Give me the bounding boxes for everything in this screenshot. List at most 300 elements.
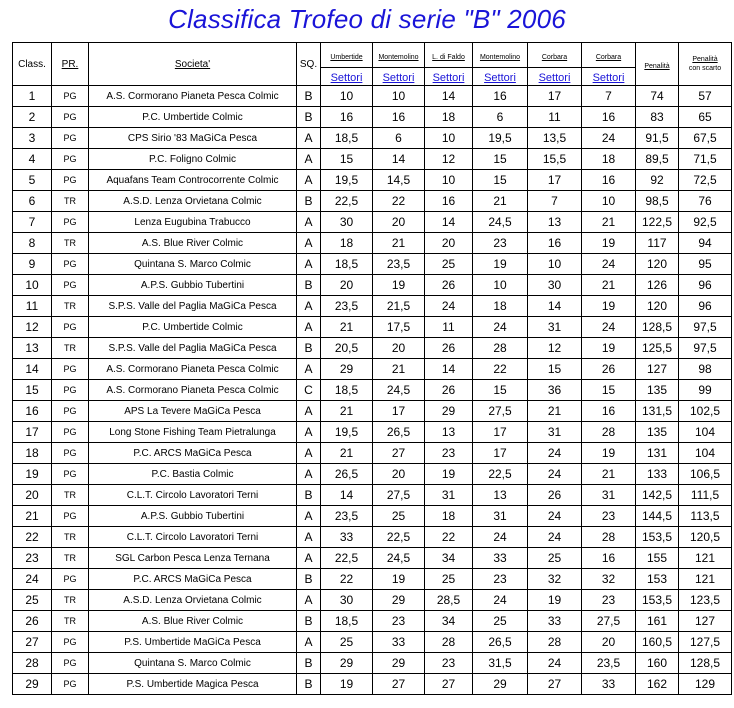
settore-3-cell: 26 — [425, 275, 473, 296]
rank-cell: 3 — [13, 128, 52, 149]
societa-cell: A.S.D. Lenza Orvietana Colmic — [89, 191, 297, 212]
settore-5-cell: 24 — [528, 653, 582, 674]
settore-5-cell: 21 — [528, 401, 582, 422]
rank-cell: 7 — [13, 212, 52, 233]
squadra-cell: A — [297, 296, 321, 317]
penalita-scarto-cell: 94 — [679, 233, 732, 254]
societa-cell: A.S. Blue River Colmic — [89, 233, 297, 254]
settore-2-cell: 20 — [373, 338, 425, 359]
province-cell: TR — [52, 611, 89, 632]
societa-cell: P.C. Umbertide Colmic — [89, 317, 297, 338]
settore-2-cell: 29 — [373, 653, 425, 674]
settore-2-cell: 23 — [373, 611, 425, 632]
province-cell: TR — [52, 191, 89, 212]
settore-3-cell: 16 — [425, 191, 473, 212]
table-row — [13, 464, 732, 485]
settore-1-cell: 18,5 — [321, 128, 373, 149]
settore-6-cell: 10 — [582, 191, 636, 212]
settore-6-cell: 23 — [582, 506, 636, 527]
settore-4-cell: 15 — [473, 149, 528, 170]
table-row — [13, 380, 732, 401]
settore-6-cell: 16 — [582, 107, 636, 128]
societa-cell: P.C. Umbertide Colmic — [89, 107, 297, 128]
squadra-cell: B — [297, 674, 321, 695]
societa-cell: P.S. Umbertide Magica Pesca — [89, 674, 297, 695]
settore-5-cell: 26 — [528, 485, 582, 506]
settori-link-6[interactable]: Settori — [582, 68, 636, 86]
settori-link-1[interactable]: Settori — [321, 68, 373, 86]
settore-2-cell: 29 — [373, 590, 425, 611]
settore-3-cell: 34 — [425, 548, 473, 569]
penalita-scarto-cell: 106,5 — [679, 464, 732, 485]
settore-4-cell: 16 — [473, 86, 528, 107]
squadra-cell: A — [297, 506, 321, 527]
rank-cell: 12 — [13, 317, 52, 338]
penalita-scarto-cell: 102,5 — [679, 401, 732, 422]
rank-cell: 24 — [13, 569, 52, 590]
settore-3-cell: 28,5 — [425, 590, 473, 611]
settore-2-cell: 23,5 — [373, 254, 425, 275]
settore-5-cell: 19 — [528, 590, 582, 611]
settore-6-cell: 21 — [582, 275, 636, 296]
settore-5-cell: 10 — [528, 254, 582, 275]
rank-cell: 14 — [13, 359, 52, 380]
settore-5-cell: 24 — [528, 506, 582, 527]
settore-4-cell: 18 — [473, 296, 528, 317]
header-penalita: Penalità — [636, 43, 679, 86]
settore-3-cell: 10 — [425, 170, 473, 191]
table-row — [13, 632, 732, 653]
province-cell: PG — [52, 422, 89, 443]
province-cell: PG — [52, 401, 89, 422]
settore-5-cell: 17 — [528, 170, 582, 191]
settore-6-cell: 16 — [582, 170, 636, 191]
societa-cell: C.L.T. Circolo Lavoratori Terni — [89, 527, 297, 548]
province-cell: TR — [52, 485, 89, 506]
rank-cell: 17 — [13, 422, 52, 443]
settore-5-cell: 11 — [528, 107, 582, 128]
settore-1-cell: 20 — [321, 275, 373, 296]
settore-1-cell: 16 — [321, 107, 373, 128]
settore-1-cell: 23,5 — [321, 506, 373, 527]
settore-4-cell: 17 — [473, 443, 528, 464]
table-row — [13, 611, 732, 632]
settori-link-5[interactable]: Settori — [528, 68, 582, 86]
squadra-cell: A — [297, 590, 321, 611]
settore-5-cell: 14 — [528, 296, 582, 317]
settore-2-cell: 21 — [373, 233, 425, 254]
rank-cell: 20 — [13, 485, 52, 506]
settore-2-cell: 19 — [373, 275, 425, 296]
settori-link-4[interactable]: Settori — [473, 68, 528, 86]
settore-1-cell: 22 — [321, 569, 373, 590]
rank-cell: 28 — [13, 653, 52, 674]
settore-4-cell: 13 — [473, 485, 528, 506]
settore-4-cell: 19,5 — [473, 128, 528, 149]
settore-6-cell: 33 — [582, 674, 636, 695]
settore-3-cell: 20 — [425, 233, 473, 254]
squadra-cell: B — [297, 338, 321, 359]
header-team-1: Umbertide — [321, 43, 373, 68]
settore-1-cell: 18,5 — [321, 611, 373, 632]
societa-cell: Quintana S. Marco Colmic — [89, 653, 297, 674]
settore-5-cell: 28 — [528, 632, 582, 653]
settore-3-cell: 11 — [425, 317, 473, 338]
settore-5-cell: 24 — [528, 527, 582, 548]
societa-cell: A.S. Cormorano Pianeta Pesca Colmic — [89, 380, 297, 401]
penalita-cell: 161 — [636, 611, 679, 632]
squadra-cell: B — [297, 86, 321, 107]
penalita-cell: 89,5 — [636, 149, 679, 170]
province-cell: TR — [52, 233, 89, 254]
squadra-cell: A — [297, 443, 321, 464]
settore-6-cell: 18 — [582, 149, 636, 170]
header-team-4: Montemolino — [473, 43, 528, 68]
settore-5-cell: 13,5 — [528, 128, 582, 149]
penalita-cell: 160,5 — [636, 632, 679, 653]
societa-cell: S.P.S. Valle del Paglia MaGiCa Pesca — [89, 338, 297, 359]
settore-2-cell: 24,5 — [373, 380, 425, 401]
settore-1-cell: 22,5 — [321, 191, 373, 212]
settore-5-cell: 17 — [528, 86, 582, 107]
penalita-scarto-cell: 120,5 — [679, 527, 732, 548]
settore-6-cell: 19 — [582, 443, 636, 464]
province-cell: PG — [52, 128, 89, 149]
settore-4-cell: 25 — [473, 611, 528, 632]
settore-5-cell: 16 — [528, 233, 582, 254]
penalita-scarto-cell: 72,5 — [679, 170, 732, 191]
table-row — [13, 212, 732, 233]
rank-cell: 6 — [13, 191, 52, 212]
settore-1-cell: 20,5 — [321, 338, 373, 359]
province-cell: PG — [52, 506, 89, 527]
settore-4-cell: 31,5 — [473, 653, 528, 674]
settore-1-cell: 30 — [321, 212, 373, 233]
header-societa: Societa' — [89, 43, 297, 86]
squadra-cell: B — [297, 653, 321, 674]
settore-1-cell: 29 — [321, 653, 373, 674]
settore-5-cell: 7 — [528, 191, 582, 212]
societa-cell: CPS Sirio '83 MaGiCa Pesca — [89, 128, 297, 149]
squadra-cell: A — [297, 149, 321, 170]
penalita-cell: 120 — [636, 254, 679, 275]
penalita-scarto-cell: 96 — [679, 296, 732, 317]
page-title: Classifica Trofeo di serie "B" 2006 — [168, 4, 566, 34]
settore-1-cell: 19,5 — [321, 170, 373, 191]
rank-cell: 13 — [13, 338, 52, 359]
settore-2-cell: 14,5 — [373, 170, 425, 191]
squadra-cell: B — [297, 191, 321, 212]
settore-6-cell: 23,5 — [582, 653, 636, 674]
penalita-scarto-cell: 92,5 — [679, 212, 732, 233]
settore-4-cell: 29 — [473, 674, 528, 695]
settori-link-3[interactable]: Settori — [425, 68, 473, 86]
table-row — [13, 128, 732, 149]
rank-cell: 18 — [13, 443, 52, 464]
penalita-scarto-cell: 71,5 — [679, 149, 732, 170]
penalita-cell: 74 — [636, 86, 679, 107]
settore-1-cell: 25 — [321, 632, 373, 653]
penalita-cell: 127 — [636, 359, 679, 380]
settore-3-cell: 34 — [425, 611, 473, 632]
settore-6-cell: 28 — [582, 422, 636, 443]
squadra-cell: A — [297, 632, 321, 653]
settore-3-cell: 10 — [425, 128, 473, 149]
settore-1-cell: 15 — [321, 149, 373, 170]
province-cell: PG — [52, 86, 89, 107]
settore-6-cell: 15 — [582, 380, 636, 401]
settore-2-cell: 27 — [373, 443, 425, 464]
settore-2-cell: 17 — [373, 401, 425, 422]
province-cell: PG — [52, 380, 89, 401]
rank-cell: 8 — [13, 233, 52, 254]
settore-6-cell: 20 — [582, 632, 636, 653]
settore-1-cell: 21 — [321, 317, 373, 338]
settore-4-cell: 31 — [473, 506, 528, 527]
settore-3-cell: 23 — [425, 653, 473, 674]
table-row — [13, 443, 732, 464]
penalita-cell: 153,5 — [636, 590, 679, 611]
settore-6-cell: 28 — [582, 527, 636, 548]
table-row — [13, 170, 732, 191]
settore-2-cell: 26,5 — [373, 422, 425, 443]
penalita-cell: 133 — [636, 464, 679, 485]
settore-1-cell: 14 — [321, 485, 373, 506]
settore-2-cell: 17,5 — [373, 317, 425, 338]
rank-cell: 15 — [13, 380, 52, 401]
rank-cell: 29 — [13, 674, 52, 695]
societa-cell: P.C. Foligno Colmic — [89, 149, 297, 170]
table-row — [13, 149, 732, 170]
table-row — [13, 506, 732, 527]
settore-2-cell: 21,5 — [373, 296, 425, 317]
penalita-scarto-cell: 129 — [679, 674, 732, 695]
settore-6-cell: 16 — [582, 548, 636, 569]
settore-5-cell: 32 — [528, 569, 582, 590]
settori-link-2[interactable]: Settori — [373, 68, 425, 86]
province-cell: TR — [52, 590, 89, 611]
settore-4-cell: 19 — [473, 254, 528, 275]
penalita-scarto-cell: 97,5 — [679, 338, 732, 359]
header-class: Class. — [13, 43, 52, 86]
settore-4-cell: 24 — [473, 317, 528, 338]
settore-3-cell: 26 — [425, 338, 473, 359]
settore-2-cell: 6 — [373, 128, 425, 149]
table-row — [13, 254, 732, 275]
societa-cell: P.C. ARCS MaGiCa Pesca — [89, 569, 297, 590]
settore-6-cell: 7 — [582, 86, 636, 107]
squadra-cell: A — [297, 527, 321, 548]
settore-4-cell: 23 — [473, 569, 528, 590]
penalita-scarto-cell: 113,5 — [679, 506, 732, 527]
settore-1-cell: 18,5 — [321, 380, 373, 401]
table-row — [13, 569, 732, 590]
penalita-cell: 91,5 — [636, 128, 679, 149]
settore-1-cell: 33 — [321, 527, 373, 548]
penalita-scarto-cell: 76 — [679, 191, 732, 212]
societa-cell: A.S. Cormorano Pianeta Pesca Colmic — [89, 359, 297, 380]
settore-4-cell: 22,5 — [473, 464, 528, 485]
settore-2-cell: 33 — [373, 632, 425, 653]
squadra-cell: C — [297, 380, 321, 401]
settore-1-cell: 30 — [321, 590, 373, 611]
table-row — [13, 359, 732, 380]
settore-5-cell: 31 — [528, 317, 582, 338]
societa-cell: S.P.S. Valle del Paglia MaGiCa Pesca — [89, 296, 297, 317]
settore-4-cell: 27,5 — [473, 401, 528, 422]
squadra-cell: B — [297, 569, 321, 590]
settore-1-cell: 21 — [321, 443, 373, 464]
penalita-scarto-cell: 96 — [679, 275, 732, 296]
squadra-cell: A — [297, 128, 321, 149]
settore-5-cell: 15 — [528, 359, 582, 380]
penalita-cell: 135 — [636, 380, 679, 401]
penalita-scarto-cell: 98 — [679, 359, 732, 380]
penalita-cell: 142,5 — [636, 485, 679, 506]
settore-2-cell: 20 — [373, 464, 425, 485]
settore-3-cell: 14 — [425, 212, 473, 233]
settore-2-cell: 14 — [373, 149, 425, 170]
table-row — [13, 422, 732, 443]
settore-3-cell: 27 — [425, 674, 473, 695]
settore-6-cell: 24 — [582, 254, 636, 275]
settore-1-cell: 21 — [321, 401, 373, 422]
settore-3-cell: 19 — [425, 464, 473, 485]
settore-1-cell: 19 — [321, 674, 373, 695]
penalita-cell: 122,5 — [636, 212, 679, 233]
societa-cell: Long Stone Fishing Team Pietralunga — [89, 422, 297, 443]
societa-cell: P.C. Bastia Colmic — [89, 464, 297, 485]
settore-1-cell: 18 — [321, 233, 373, 254]
rank-cell: 23 — [13, 548, 52, 569]
header-team-2: Montemolino — [373, 43, 425, 68]
penalita-scarto-cell: 123,5 — [679, 590, 732, 611]
ranking-table — [12, 42, 732, 695]
penalita-scarto-cell: 57 — [679, 86, 732, 107]
settore-3-cell: 28 — [425, 632, 473, 653]
rank-cell: 27 — [13, 632, 52, 653]
settore-4-cell: 24 — [473, 590, 528, 611]
rank-cell: 9 — [13, 254, 52, 275]
settore-1-cell: 19,5 — [321, 422, 373, 443]
squadra-cell: A — [297, 401, 321, 422]
settore-3-cell: 12 — [425, 149, 473, 170]
settore-3-cell: 18 — [425, 107, 473, 128]
table-row — [13, 485, 732, 506]
settore-4-cell: 6 — [473, 107, 528, 128]
settore-1-cell: 10 — [321, 86, 373, 107]
settore-3-cell: 24 — [425, 296, 473, 317]
rank-cell: 11 — [13, 296, 52, 317]
settore-6-cell: 26 — [582, 359, 636, 380]
rank-cell: 10 — [13, 275, 52, 296]
settore-5-cell: 12 — [528, 338, 582, 359]
settore-2-cell: 22,5 — [373, 527, 425, 548]
settore-2-cell: 25 — [373, 506, 425, 527]
settore-3-cell: 14 — [425, 86, 473, 107]
societa-cell: Aquafans Team Controcorrente Colmic — [89, 170, 297, 191]
penalita-scarto-cell: 104 — [679, 443, 732, 464]
settore-5-cell: 24 — [528, 443, 582, 464]
province-cell: PG — [52, 149, 89, 170]
societa-cell: SGL Carbon Pesca Lenza Ternana — [89, 548, 297, 569]
province-cell: TR — [52, 548, 89, 569]
penalita-cell: 126 — [636, 275, 679, 296]
settore-3-cell: 25 — [425, 569, 473, 590]
penalita-scarto-cell: 111,5 — [679, 485, 732, 506]
settore-4-cell: 10 — [473, 275, 528, 296]
penalita-cell: 153 — [636, 569, 679, 590]
rank-cell: 26 — [13, 611, 52, 632]
settore-4-cell: 22 — [473, 359, 528, 380]
penalita-cell: 83 — [636, 107, 679, 128]
rank-cell: 16 — [13, 401, 52, 422]
penalita-scarto-cell: 127,5 — [679, 632, 732, 653]
penalita-cell: 153,5 — [636, 527, 679, 548]
penalita-cell: 155 — [636, 548, 679, 569]
settore-6-cell: 27,5 — [582, 611, 636, 632]
societa-cell: P.C. ARCS MaGiCa Pesca — [89, 443, 297, 464]
settore-3-cell: 13 — [425, 422, 473, 443]
penalita-scarto-cell: 65 — [679, 107, 732, 128]
province-cell: PG — [52, 212, 89, 233]
penalita-scarto-cell: 95 — [679, 254, 732, 275]
settore-5-cell: 13 — [528, 212, 582, 233]
penalita-scarto-cell: 128,5 — [679, 653, 732, 674]
penalita-cell: 98,5 — [636, 191, 679, 212]
settore-2-cell: 20 — [373, 212, 425, 233]
squadra-cell: A — [297, 212, 321, 233]
province-cell: PG — [52, 653, 89, 674]
table-row — [13, 107, 732, 128]
squadra-cell: B — [297, 275, 321, 296]
societa-cell: P.S. Umbertide MaGiCa Pesca — [89, 632, 297, 653]
settore-6-cell: 19 — [582, 296, 636, 317]
settore-5-cell: 36 — [528, 380, 582, 401]
settore-2-cell: 10 — [373, 86, 425, 107]
province-cell: PG — [52, 674, 89, 695]
settore-2-cell: 22 — [373, 191, 425, 212]
squadra-cell: A — [297, 422, 321, 443]
province-cell: PG — [52, 464, 89, 485]
squadra-cell: A — [297, 170, 321, 191]
table-row — [13, 86, 732, 107]
header-squadra: SQ. — [297, 43, 321, 86]
settore-4-cell: 15 — [473, 170, 528, 191]
settore-2-cell: 27,5 — [373, 485, 425, 506]
penalita-cell: 125,5 — [636, 338, 679, 359]
header-team-3: L. di Faldo — [425, 43, 473, 68]
societa-cell: A.P.S. Gubbio Tubertini — [89, 506, 297, 527]
penalita-cell: 160 — [636, 653, 679, 674]
province-cell: TR — [52, 338, 89, 359]
settore-1-cell: 22,5 — [321, 548, 373, 569]
province-cell: PG — [52, 254, 89, 275]
table-row — [13, 674, 732, 695]
settore-4-cell: 23 — [473, 233, 528, 254]
settore-2-cell: 27 — [373, 674, 425, 695]
settore-3-cell: 29 — [425, 401, 473, 422]
penalita-scarto-cell: 121 — [679, 548, 732, 569]
table-row — [13, 653, 732, 674]
table-row — [13, 338, 732, 359]
settore-3-cell: 25 — [425, 254, 473, 275]
settore-5-cell: 33 — [528, 611, 582, 632]
squadra-cell: A — [297, 233, 321, 254]
settore-6-cell: 21 — [582, 212, 636, 233]
squadra-cell: A — [297, 317, 321, 338]
societa-cell: Quintana S. Marco Colmic — [89, 254, 297, 275]
